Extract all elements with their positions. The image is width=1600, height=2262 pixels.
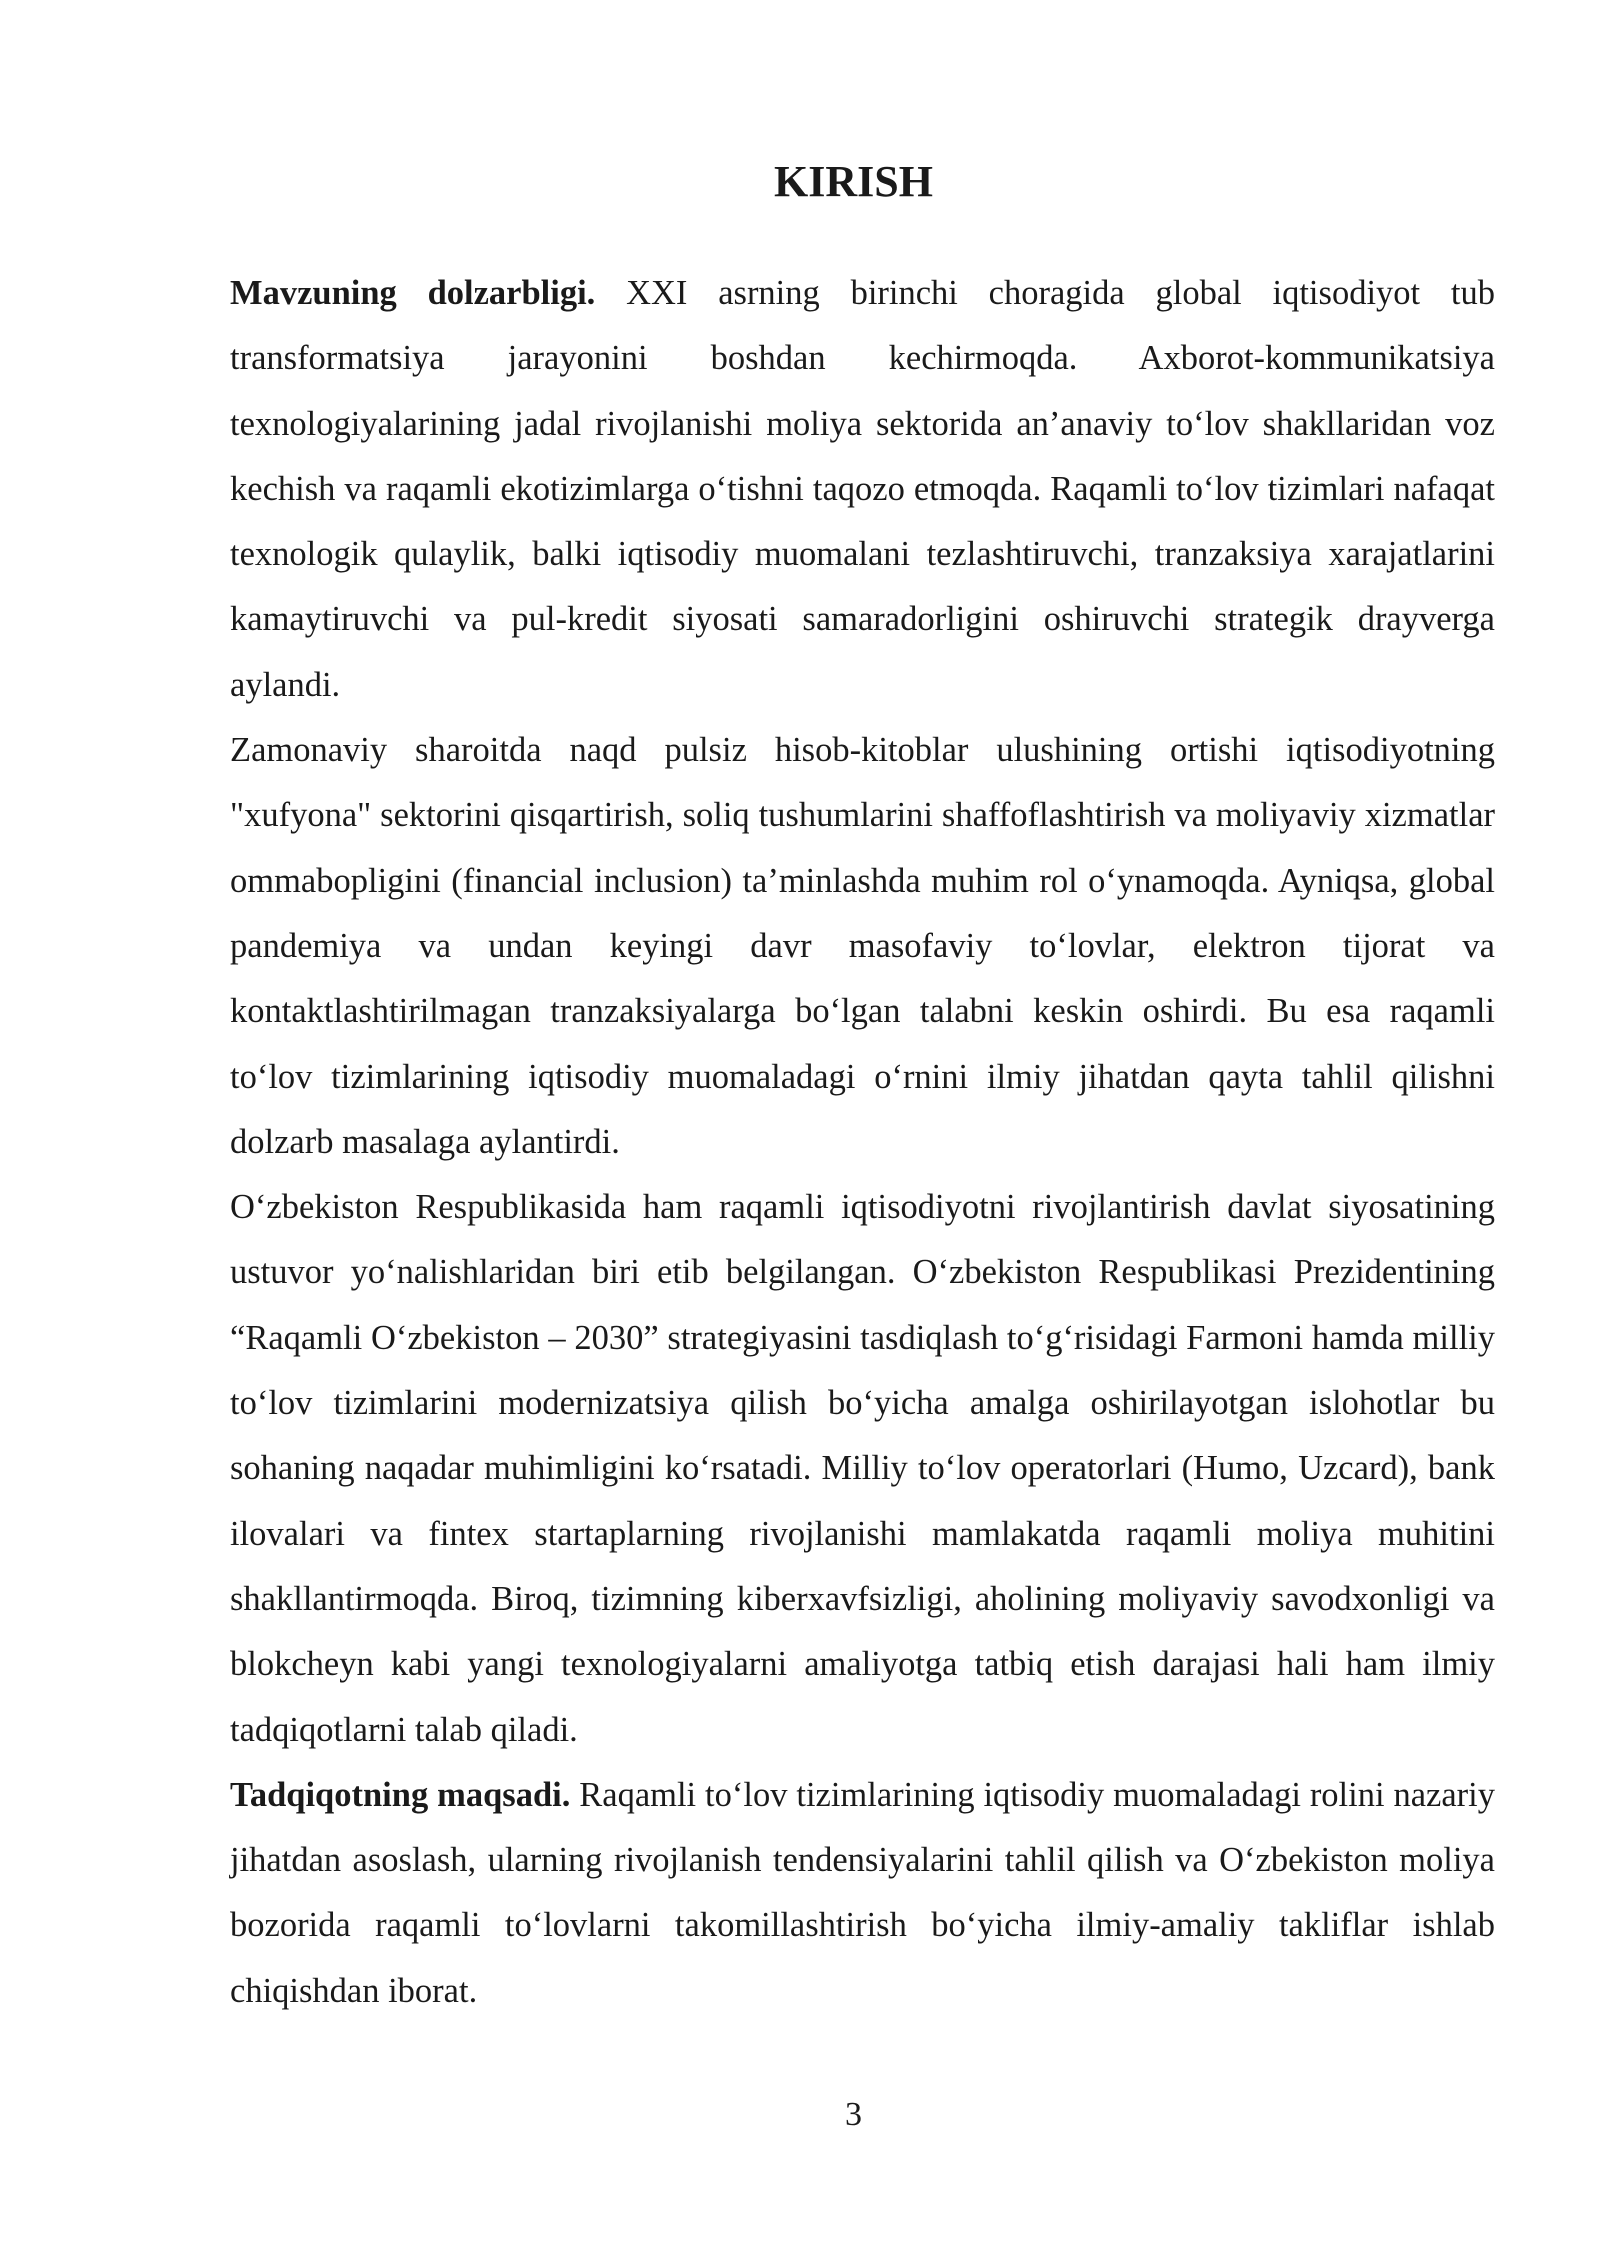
paragraph-research-goal bbox=[230, 1763, 1495, 2024]
paragraph-relevance bbox=[230, 261, 1495, 718]
paragraph-text: Zamonaviy sharoitda naqd pulsiz hisob-kitoblar ulushining ortishi iqtisodiyotning "xufyona" sektorini qisqartirish, soliq tushumlarini shaffoflashtirish va moliyaviy xizmatlar ommabopligini (financial inclusion) ta’minlashda muhim rol o‘ynamoqda. Ayniqsa, global pandemiya va undan keyingi davr masofaviy to‘lovlar, elektron tijorat va kontaktlashtirilmagan tranzaksiyalarga bo‘lgan talabni keskin oshirdi. Bu esa raqamli to‘lov tizimlarining iqtisodiy muomaladagi o‘rnini ilmiy jihatdan qayta tahlil qilishni dolzarb masalaga aylantirdi. bbox=[230, 731, 1495, 1161]
paragraph-modern-conditions bbox=[230, 718, 1495, 1175]
paragraph-lead: Mavzuning dolzarbligi. bbox=[230, 274, 596, 312]
paragraph-uzbekistan bbox=[230, 1175, 1495, 1763]
paragraph-lead: Tadqiqotning maqsadi. bbox=[230, 1775, 571, 1814]
body-text bbox=[230, 261, 1495, 2024]
page-number: 3 bbox=[845, 2096, 862, 2133]
paragraph-text: XXI asrning birinchi choragida global iqtisodiyot tub transformatsiya jarayonini boshdan kechirmoqda. Axborot-kommunikatsiya texnologiyalarining jadal rivojlanishi moliya sektorida an’anaviy to‘lov shakllaridan voz kechish va raqamli ekotizimlarga o‘tishni taqozo etmoqda. Raqamli to‘lov tizimlari nafaqat texnologik qulaylik, balki iqtisodiy muomalani tezlashtiruvchi, tranzaksiya xarajatlarini kamaytiruvchi va pul-kredit siyosati samaradorligini oshiruvchi strategik drayverga aylandi. bbox=[230, 274, 1495, 704]
paragraph-text: O‘zbekiston Respublikasida ham raqamli iqtisodiyotni rivojlantirish davlat siyosatining ustuvor yo‘nalishlaridan biri etib belgilangan. O‘zbekiston Respublikasi Prezidentining “Raqamli O‘zbekiston – 2030” strategiyasini tasdiqlash to‘g‘risidagi Farmoni hamda milliy to‘lov tizimlarini modernizatsiya qilish bo‘yicha amalga oshirilayotgan islohotlar bu sohaning naqadar muhimligini ko‘rsatadi. Milliy to‘lov operatorlari (Humo, Uzcard), bank ilovalari va fintex startaplarning rivojlanishi mamlakatda raqamli moliya muhitini shakllantirmoqda. Biroq, tizimning kiberxavfsizligi, aholining moliyaviy savodxonligi va blokcheyn kabi yangi texnologiyalarni amaliyotga tatbiq etish darajasi hali ham ilmiy tadqiqotlarni talab qiladi. bbox=[230, 1188, 1495, 1749]
page-title: KIRISH bbox=[774, 157, 933, 206]
paragraph-text: Raqamli to‘lov tizimlarining iqtisodiy muomaladagi rolini nazariy jihatdan asoslash, ularning rivojlanish tendensiyalarini tahlil qilish va O‘zbekiston moliya bozorida raqamli to‘lovlarni takomillashtirish bo‘yicha ilmiy-amaliy takliflar ishlab chiqishdan iborat. bbox=[230, 1775, 1495, 2010]
